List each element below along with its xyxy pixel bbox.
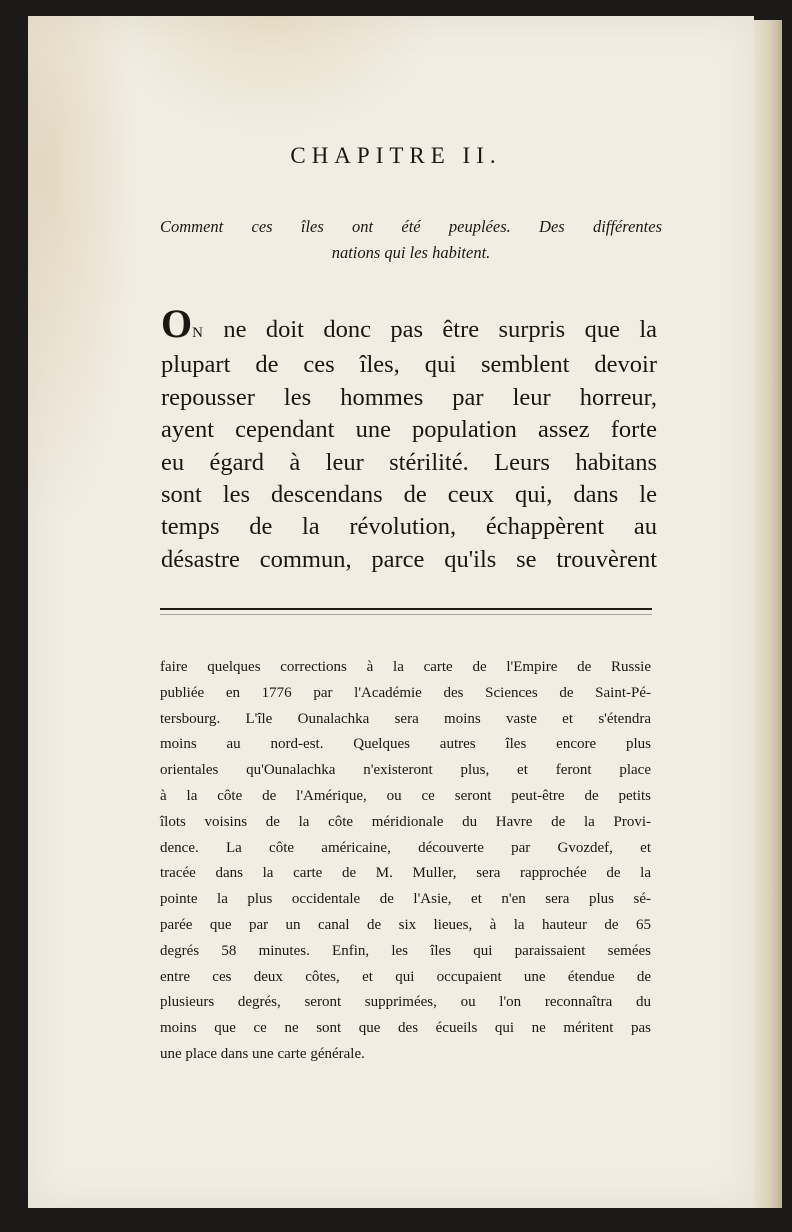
footnote-line: degrés 58 minutes. Enfin, les îles qui paraissaient semées bbox=[160, 942, 651, 959]
footnote-text bbox=[160, 655, 651, 1068]
chapter-title: CHAPITRE II. bbox=[290, 143, 502, 168]
footnote-line: parée que par un canal de six lieues, à la hauteur de 65 bbox=[160, 916, 651, 933]
body-line: désastre commun, parce qu'ils se trouvèrent bbox=[161, 545, 657, 573]
small-caps: N bbox=[192, 325, 204, 341]
footnote-line: entre ces deux côtes, et qui occupaient une étendue de bbox=[160, 968, 651, 985]
footnote-line: îlots voisins de la côte méridionale du Havre de la Provi- bbox=[160, 813, 651, 830]
footnote-line: tracée dans la carte de M. Muller, sera rapprochée de la bbox=[160, 865, 651, 882]
footnote-line: publiée en 1776 par l'Académie des Sciences de Saint-Pé- bbox=[160, 684, 651, 701]
footnote-line: dence. La côte américaine, découverte par Gvozdef, et bbox=[160, 839, 651, 856]
next-page-edge bbox=[754, 20, 782, 1208]
body-line: temps de la révolution, échappèrent au bbox=[161, 513, 657, 541]
footnote-separator-thin-rule bbox=[160, 614, 652, 615]
footnote-line: à la côte de l'Amérique, ou ce seront peut-être de petits bbox=[160, 787, 651, 804]
body-line: repousser les hommes par leur horreur, bbox=[161, 383, 657, 411]
footnote-line: plusieurs degrés, seront supprimées, ou l'on reconnaîtra du bbox=[160, 994, 651, 1011]
body-line: ayent cependant une population assez forte bbox=[161, 416, 657, 444]
footnote-line: pointe la plus occidentale de l'Asie, et n'en sera plus sé- bbox=[160, 891, 651, 908]
footnote-line: moins que ce ne sont que des écueils qui ne méritent pas bbox=[160, 1020, 651, 1037]
body-line: plupart de ces îles, qui semblent devoir bbox=[161, 351, 657, 379]
footnote-line: une place dans une carte générale. bbox=[160, 1045, 365, 1062]
subtitle-line: nations qui les habitent. bbox=[331, 243, 491, 262]
footnote-line: moins au nord-est. Quelques autres îles encore plus bbox=[160, 736, 651, 753]
footnote-line: orientales qu'Ounalachka n'existeront plus, et feront place bbox=[160, 762, 651, 779]
subtitle-line: Comment ces îles ont été peuplées. Des différentes bbox=[160, 217, 662, 236]
first-line-text: ne doit donc pas être surpris que la bbox=[203, 316, 657, 343]
footnote-line: faire quelques corrections à la carte de l'Empire de Russie bbox=[160, 659, 651, 675]
main-paragraph bbox=[161, 301, 657, 576]
body-line: sont les descendans de ceux qui, dans le bbox=[161, 481, 657, 509]
drop-cap: O bbox=[161, 301, 193, 346]
body-line: eu égard à leur stérilité. Leurs habitans bbox=[161, 448, 657, 476]
body-line-first bbox=[161, 301, 657, 349]
footnote-separator-rule bbox=[160, 608, 652, 610]
footnote-line: tersbourg. L'île Ounalachka sera moins vaste et s'étendra bbox=[160, 710, 651, 727]
chapter-subtitle bbox=[160, 214, 662, 266]
